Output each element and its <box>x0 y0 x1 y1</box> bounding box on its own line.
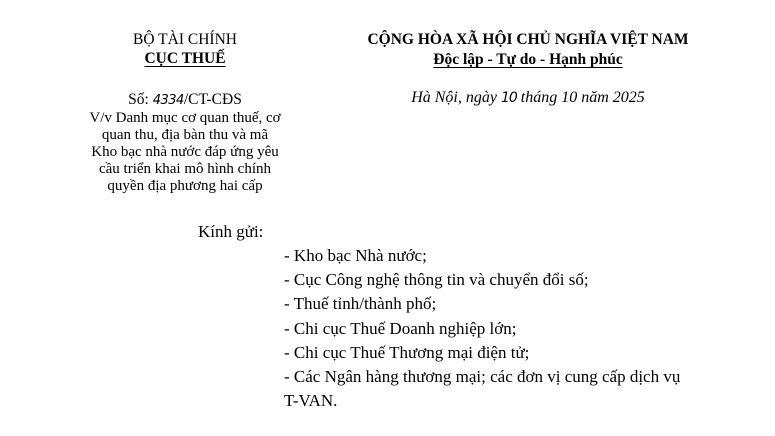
document-number-suffix: /CT-CĐS <box>183 91 242 108</box>
subject-line: quan thu, địa bàn thu và mã <box>101 127 269 143</box>
agency-header <box>60 30 310 68</box>
subject-line: Kho bạc nhà nước đáp ứng yêu <box>91 144 279 160</box>
date-suffix: tháng 10 năm 2025 <box>516 89 645 106</box>
date-day-handwritten: 10 <box>500 90 517 106</box>
greeting-label: Kính gửi: <box>198 222 264 241</box>
department-name: CỤC THUẾ <box>144 50 226 67</box>
recipient-item: - Chi cục Thuế Thương mại điện tử; <box>284 342 530 362</box>
recipient-item: - Chi cục Thuế Doanh nghiệp lớn; <box>284 318 517 338</box>
national-motto: Độc lập - Tự do - Hạnh phúc <box>433 51 623 68</box>
document-number-handwritten: 4334 <box>152 93 184 108</box>
recipient-item: - Kho bạc Nhà nước; <box>284 246 427 265</box>
document-number <box>60 91 310 109</box>
subject-line: V/v Danh mục cơ quan thuế, cơ <box>89 110 281 126</box>
document-date <box>318 89 738 107</box>
document-subject <box>60 110 310 195</box>
national-header <box>318 30 738 70</box>
recipient-item: - Các Ngân hàng thương mại; các đơn vị cung cấp dịch vụ T-VAN. <box>284 367 681 411</box>
ministry-name: BỘ TÀI CHÍNH <box>133 31 237 48</box>
subject-line: cầu triển khai mô hình chính <box>98 161 272 177</box>
recipient-item: - Thuế tỉnh/thành phố; <box>284 294 437 314</box>
recipient-item: - Cục Công nghệ thông tin và chuyển đổi số; <box>284 270 589 290</box>
date-prefix: Hà Nội, ngày <box>411 89 501 106</box>
recipient-list <box>284 244 684 413</box>
subject-line: quyền địa phương hai cấp <box>107 178 263 194</box>
country-name: CỘNG HÒA XÃ HỘI CHỦ NGHĨA VIỆT NAM <box>367 31 689 48</box>
document-number-prefix: Số: <box>128 91 153 108</box>
